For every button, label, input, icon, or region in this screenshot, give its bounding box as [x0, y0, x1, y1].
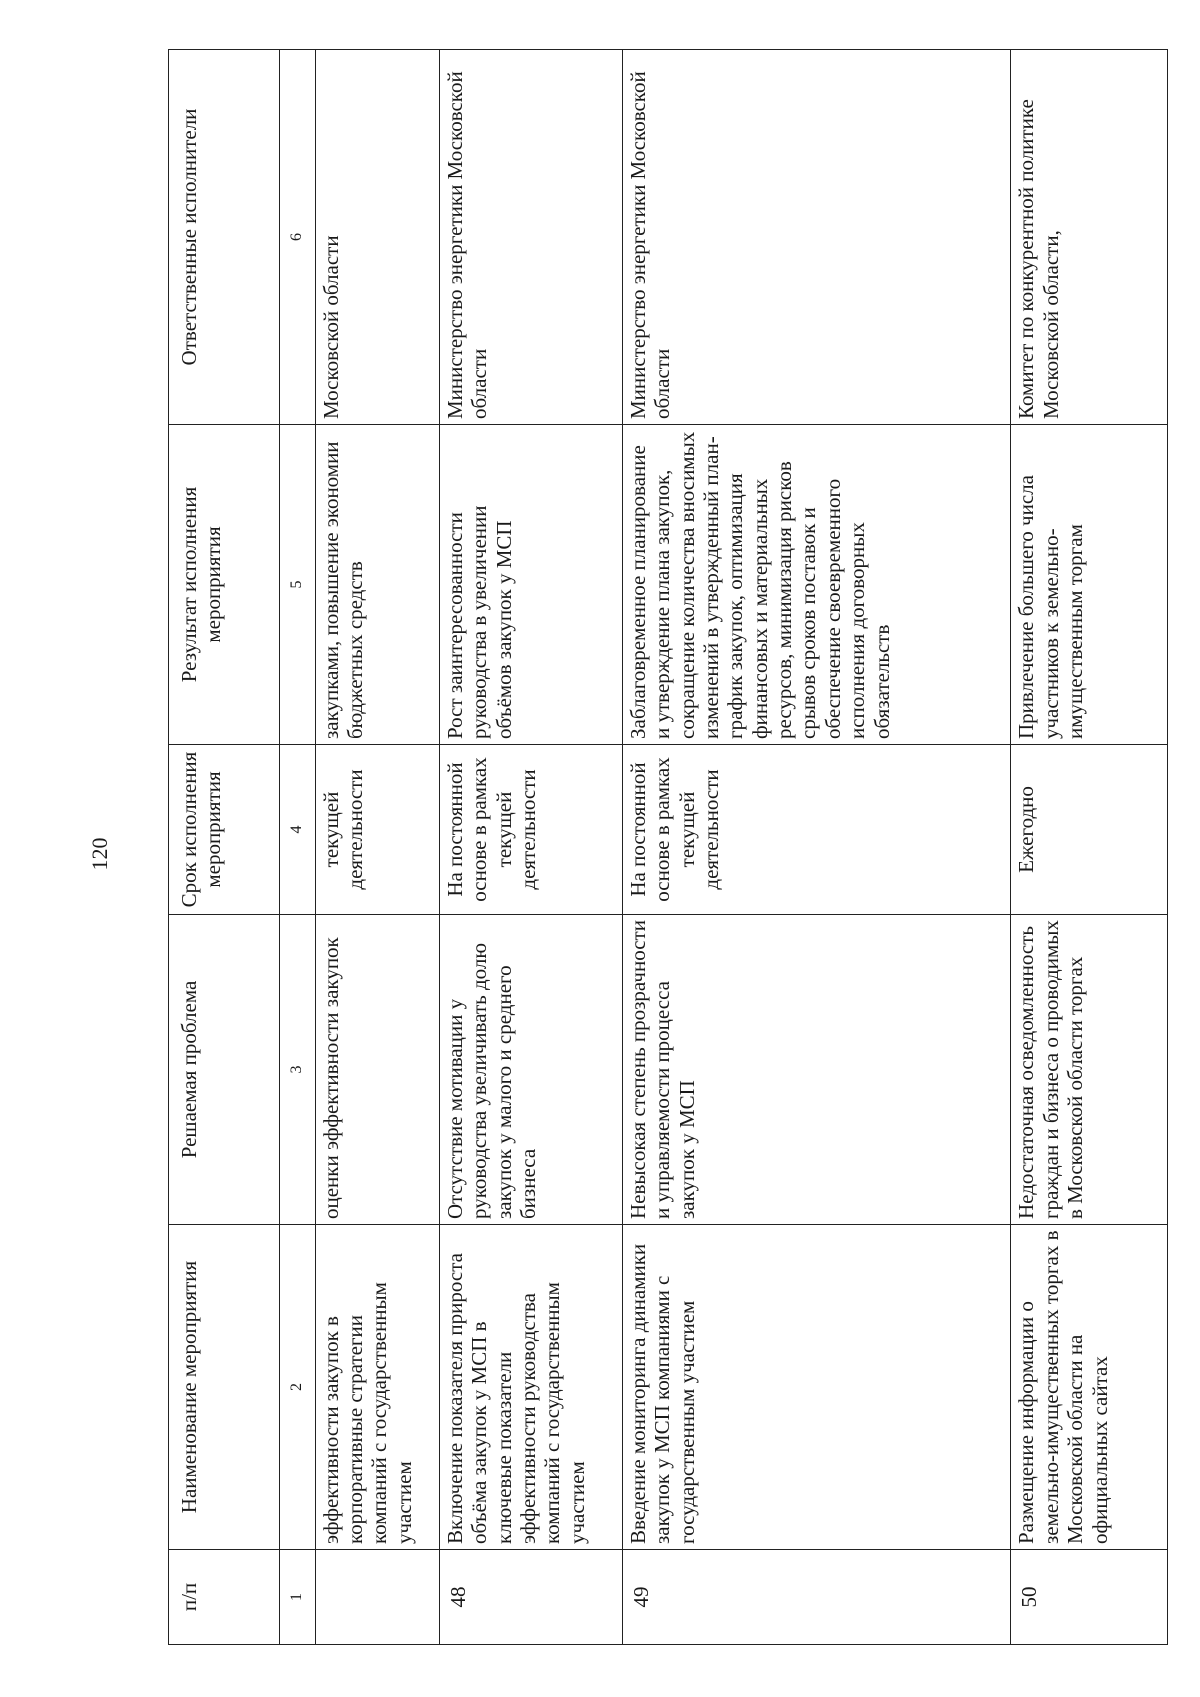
row-result: Заблаговременное планирование и утверждение плана закупок, сокращение количества вносимых изменений в утвержденный план-график закупок, оптимизация финансовых и материальных ресурсов, минимизация рисков срывов сроков поставок и обеспечение своевременного исполнения договорных обязательств	[622, 425, 1011, 745]
measures-table	[168, 49, 1168, 1645]
column-number: 3	[280, 915, 316, 1225]
column-number: 6	[280, 50, 316, 425]
row-name: эффективности закупок в корпоративные стратегии компаний с государственным участием	[315, 1225, 439, 1550]
row-executors: Министерство энергетики Московской области	[439, 50, 622, 425]
row-name: Введение мониторинга динамики закупок у МСП компаниями с государственным участием	[622, 1225, 1011, 1550]
row-problem: Невысокая степень прозрачности и управляемости процесса закупок у МСП	[622, 915, 1011, 1225]
column-number: 5	[280, 425, 316, 745]
header-executors: Ответственные исполнители	[169, 50, 280, 425]
header-row	[169, 50, 280, 1645]
header-term: Срок исполнения мероприятия	[169, 745, 280, 915]
column-number: 1	[280, 1550, 316, 1645]
row-result: Привлечение большего числа участников к земельно-имущественным торгам	[1011, 425, 1168, 745]
row-executors: Комитет по конкурентной политике Московской области,	[1011, 50, 1168, 425]
table-row	[439, 50, 622, 1645]
row-num	[315, 1550, 439, 1645]
row-num: 48	[439, 1550, 622, 1645]
row-term: На постоянной основе в рамках текущей деятельности	[439, 745, 622, 915]
column-number: 4	[280, 745, 316, 915]
row-term: На постоянной основе в рамках текущей деятельности	[622, 745, 1011, 915]
header-result: Результат исполнения мероприятия	[169, 425, 280, 745]
row-num: 50	[1011, 1550, 1168, 1645]
page-number: 120	[87, 837, 112, 871]
column-number: 2	[280, 1225, 316, 1550]
table-row	[622, 50, 1011, 1645]
header-name: Наименование мероприятия	[169, 1225, 280, 1550]
row-num: 49	[622, 1550, 1011, 1645]
row-problem: Недостаточная осведомленность граждан и бизнеса о проводимых в Московской области торгах	[1011, 915, 1168, 1225]
table-row	[1011, 50, 1168, 1645]
row-executors: Московской области	[315, 50, 439, 425]
row-term: Ежегодно	[1011, 745, 1168, 915]
row-problem: Отсутствие мотивации у руководства увеличивать долю закупок у малого и среднего бизнеса	[439, 915, 622, 1225]
header-problem: Решаемая проблема	[169, 915, 280, 1225]
header-num: п/п	[169, 1550, 280, 1645]
row-result: Рост заинтересованности руководства в увеличении объёмов закупок у МСП	[439, 425, 622, 745]
rotated-table-container	[168, 50, 1168, 1645]
column-number-row	[280, 50, 316, 1645]
row-result: закупками, повышение экономии бюджетных средств	[315, 425, 439, 745]
row-term: текущей деятельности	[315, 745, 439, 915]
row-name: Включение показателя прироста объёма закупок у МСП в ключевые показатели эффективности руководства компаний с государственным участием	[439, 1225, 622, 1550]
table-row	[315, 50, 439, 1645]
row-executors: Министерство энергетики Московской области	[622, 50, 1011, 425]
row-name: Размещение информации о земельно-имущественных торгах в Московской области на официальных сайтах	[1011, 1225, 1168, 1550]
row-problem: оценки эффективности закупок	[315, 915, 439, 1225]
